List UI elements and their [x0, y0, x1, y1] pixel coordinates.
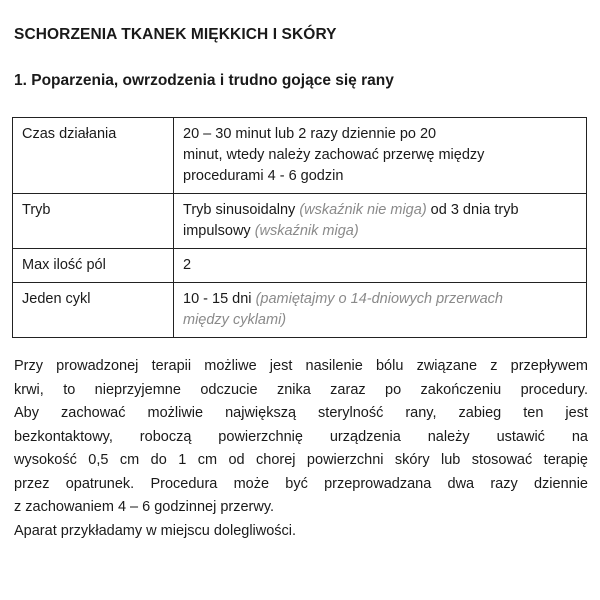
description-line: krwi, to nieprzyjemne odczucie znika zaraz po zakończeniu procedury. — [14, 381, 588, 398]
value-text: Tryb sinusoidalny — [183, 202, 300, 218]
row-label — [13, 249, 174, 283]
value-note: (wskaźnik nie miga) — [299, 202, 427, 218]
table-row-max-ilosc-pol — [13, 249, 587, 283]
value-note: między cyklami) — [183, 312, 287, 328]
value-note: (pamiętajmy o 14-dniowych przerwach — [255, 291, 503, 307]
row-label — [13, 283, 174, 338]
row-value — [174, 194, 587, 249]
row-value — [174, 118, 587, 194]
row-label — [13, 118, 174, 194]
value-text: 10 - 15 dni — [183, 291, 256, 307]
row-value — [174, 249, 587, 283]
value-text: 2 — [183, 257, 192, 273]
table-row-czas-dzialania — [13, 118, 587, 194]
value-line: 20 – 30 minut lub 2 razy dziennie po 20 — [183, 126, 437, 142]
row-label-text: Jeden cykl — [22, 291, 91, 307]
table-row-jeden-cykl — [13, 283, 587, 338]
description-line: Aby zachować możliwie największą sterylność rany, zabieg ten jest — [14, 405, 588, 421]
value-line: minut, wtedy należy zachować przerwę między — [183, 147, 485, 163]
row-label-text: Tryb — [22, 202, 51, 218]
description-line: z zachowaniem 4 – 6 godzinnej przerwy. — [14, 499, 275, 515]
value-text: impulsowy — [183, 223, 255, 239]
row-label — [13, 194, 174, 249]
description-paragraph — [14, 355, 588, 543]
description-line: przez opatrunek. Procedura może być przeprowadzana dwa razy dziennie — [14, 475, 588, 492]
row-value — [174, 283, 587, 338]
row-label-text: Czas działania — [22, 126, 117, 142]
value-text: od 3 dnia tryb — [426, 202, 519, 218]
description-line: bezkontaktowy, roboczą powierzchnię urządzenia należy ustawić na — [14, 428, 588, 445]
description-line: wysokość 0,5 cm do 1 cm od chorej powierzchni skóry lub stosować terapię — [14, 452, 588, 468]
parameters-table — [12, 117, 587, 338]
document-title: SCHORZENIA TKANEK MIĘKKICH I SKÓRY — [14, 26, 337, 43]
table-row-tryb — [13, 194, 587, 249]
row-label-text: Max ilość pól — [22, 257, 106, 273]
value-line: procedurami 4 - 6 godzin — [183, 168, 344, 184]
section-heading: 1. Poparzenia, owrzodzenia i trudno gojące się rany — [14, 72, 394, 89]
description-line: Przy prowadzonej terapii możliwe jest nasilenie bólu związane z przepływem — [14, 358, 588, 374]
description-line: Aparat przykładamy w miejscu dolegliwości. — [14, 522, 297, 539]
value-note: (wskaźnik miga) — [254, 223, 359, 239]
